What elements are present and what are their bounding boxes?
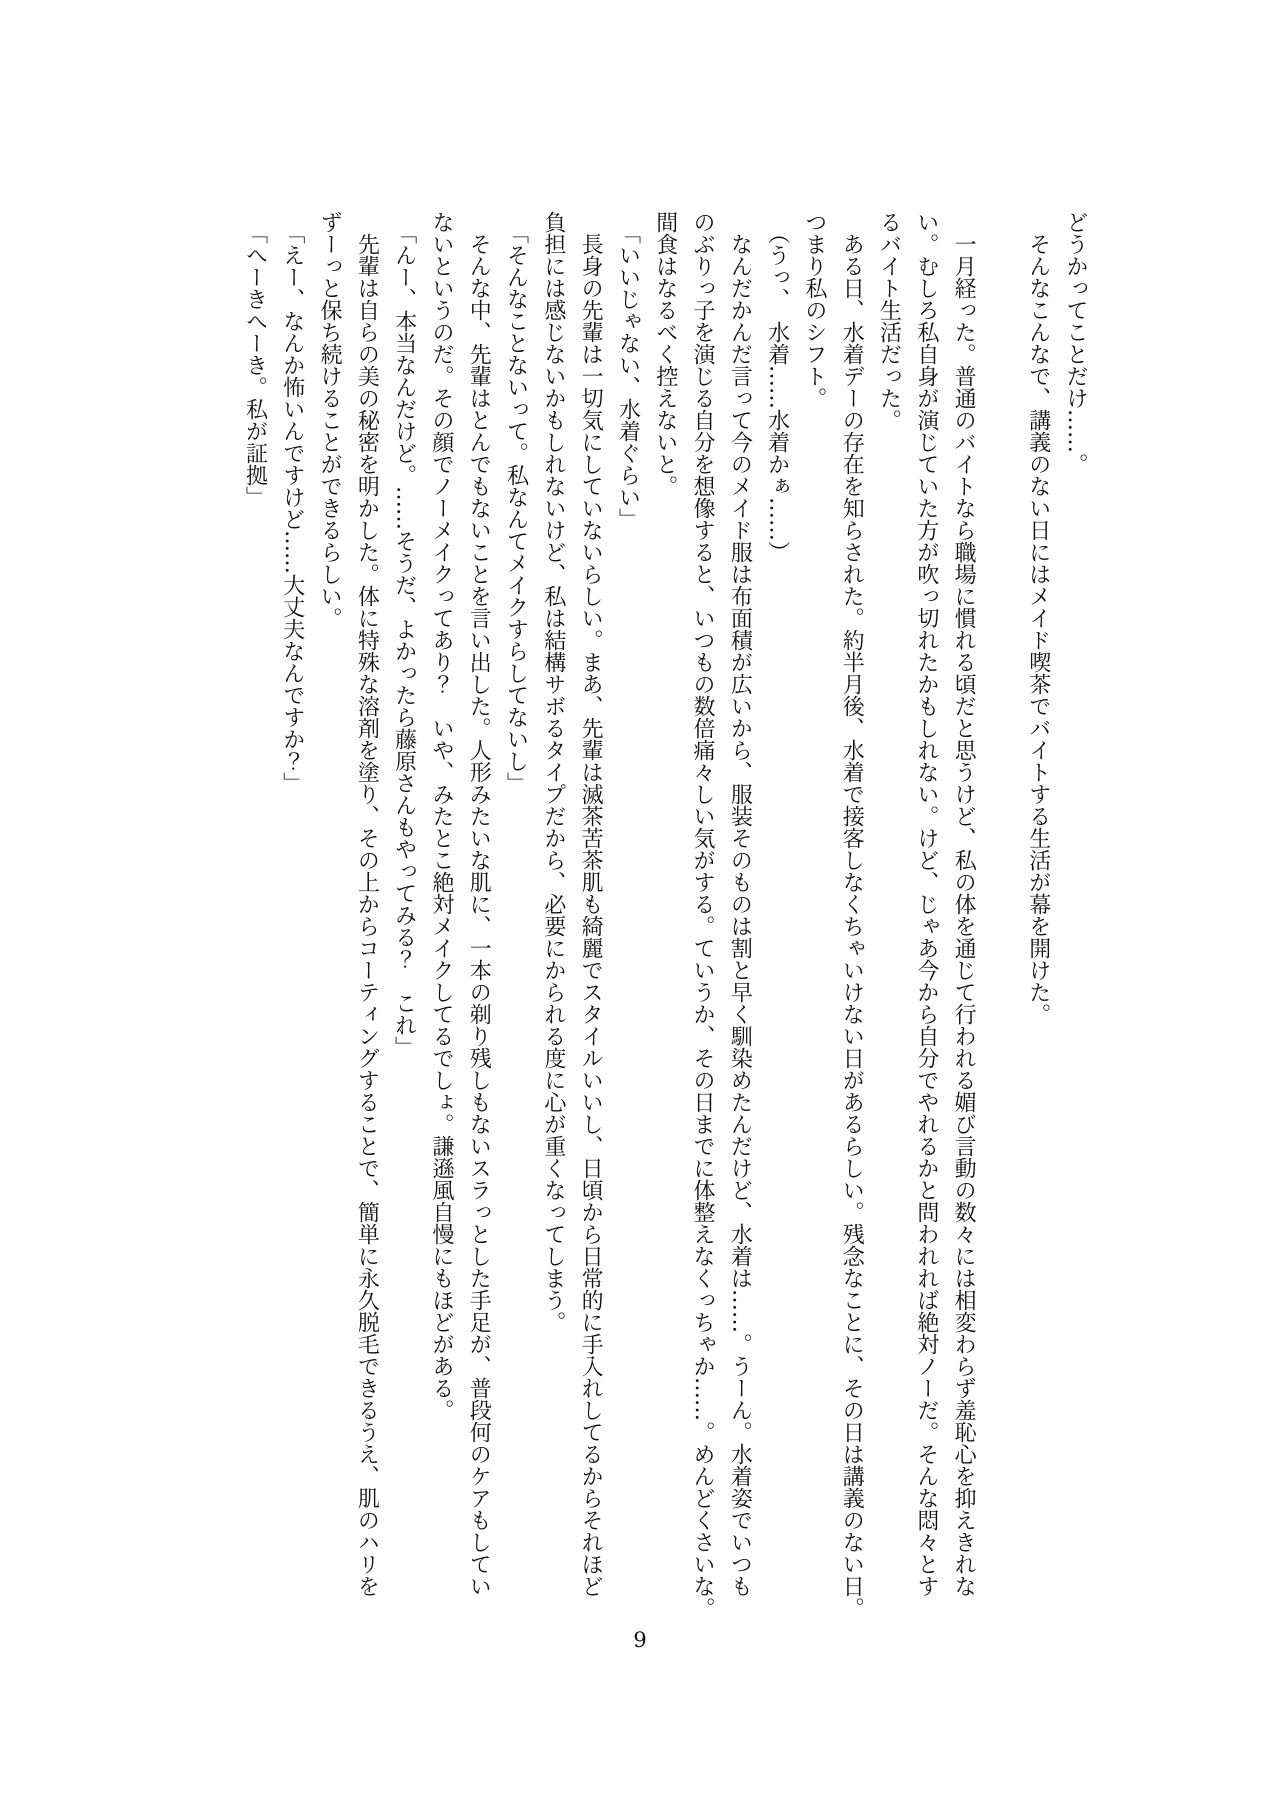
text-line: 負担には感じないかもしれないけど、私は結構サボるタイプだから、必要にかられる度に心が重くなってしまう。 — [540, 211, 566, 1333]
text-line: 「へーきへーき。私が証拠」 — [242, 222, 268, 508]
text-line: ある日、水着デーの存在を知らされた。約半月後、水着で接客しなくちゃいけない日があるらしい。残念なことに、その日は講義のない日。 — [839, 233, 865, 1619]
text-line: 「いいじゃない、水着ぐらい」 — [615, 222, 641, 530]
body-text — [236, 211, 1094, 1631]
text-line: ないというのだ。その顔でノーメイクってあり？ いや、みたとこ絶対メイクしてるでしょ。謙遜風自慢にもほどがある。 — [428, 211, 454, 1421]
text-line: 「そんなことないって。私なんてメイクすらしてないし」 — [503, 222, 529, 794]
text-line: 一月経った。普通のバイトなら職場に慣れる頃だと思うけど、私の体を通じて行われる媚び言動の数々には相変わらず羞恥心を抑えきれな — [951, 233, 977, 1597]
text-line: 先輩は自らの美の秘密を明かした。体に特殊な溶剤を塗り、その上からコーティングすることで、簡単に永久脱毛できるうえ、肌のハリを — [354, 233, 380, 1597]
text-line: そんな中、先輩はとんでもないことを言い出した。人形みたいな肌に、一本の剃り残しもないスラっとした手足が、普段何のケアもしてい — [466, 233, 492, 1597]
text-line: るバイト生活だった。 — [876, 211, 902, 431]
text-line: 「えー、なんか怖いんですけど……大丈夫なんですか？」 — [279, 222, 305, 794]
text-line: い。むしろ私自身が演じていた方が吹っ切れたかもしれない。けど、じゃあ今から自分でやれるかと問われれば絶対ノーだ。そんな悶々とす — [913, 211, 939, 1597]
text-line: なんだかんだ言って今のメイド服は布面積が広いから、服装そのものは割と早く馴染めたんだけど、水着は……。うーん。水着姿でいつも — [727, 233, 753, 1597]
text-line: 「んー、本当なんだけど。……そうだ、よかったら藤原さんもやってみる？ これ」 — [391, 222, 417, 1058]
text-line: つまり私のシフト。 — [801, 211, 827, 409]
text-line: （うっ、 水着……水着かぁ……） — [764, 222, 790, 563]
text-line: ずーっと保ち続けることができるらしい。 — [317, 211, 343, 629]
text-line: どうかってことだけ……。 — [1063, 211, 1088, 475]
text-line: 間食はなるべく控えないと。 — [652, 211, 678, 497]
text-line: 長身の先輩は一切気にしていないらしい。まあ、先輩は滅茶苦茶肌も綺麗でスタイルいいし、日頃から日常的に手入れしてるからそれほど — [578, 233, 604, 1597]
text-line: そんなこんなで、講義のない日にはメイド喫茶でバイトする生活が幕を開けた。 — [1025, 233, 1051, 1025]
text-line — [982, 211, 1019, 1631]
page-number: 9 — [633, 1628, 647, 1652]
text-line: のぶりっ子を演じる自分を想像すると、いつもの数倍痛々しい気がする。ていうか、その日までに体整えなくっちゃか……。めんどくさいな。 — [690, 211, 716, 1619]
